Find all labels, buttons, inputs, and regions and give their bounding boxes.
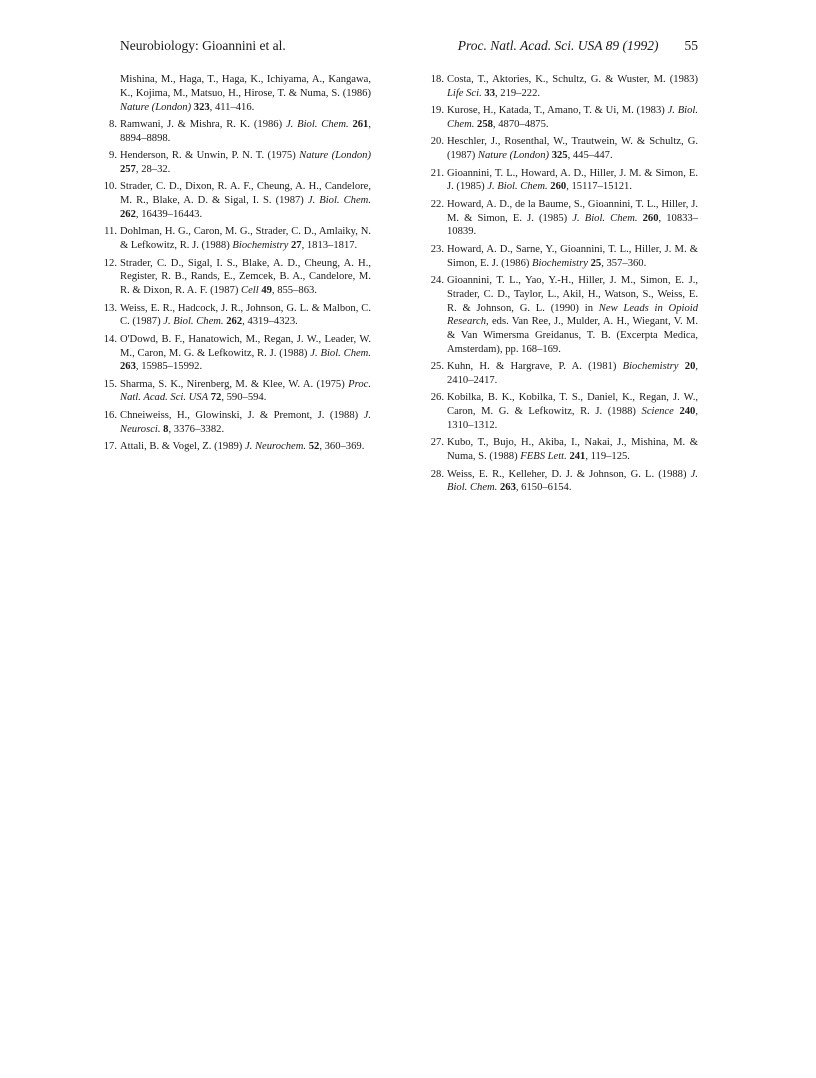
reference-number: 9. (109, 150, 117, 162)
reference-pages: , 15117–15121. (566, 181, 633, 193)
reference-number: 25. (430, 361, 444, 373)
reference-authors: Dohlman, H. G., Caron, M. G., Strader, C. D., Amlaiky, N. & Lefkowitz, R. J. (1988) (120, 226, 371, 252)
reference-entry (430, 73, 698, 101)
reference-authors: Howard, A. D., de la Baume, S., Gioannini, T. L., Hiller, J. M. & Simon, E. J. (1985) (447, 198, 698, 224)
reference-volume: 262 (120, 208, 136, 220)
reference-volume: 257 (120, 163, 136, 175)
reference-entry (103, 378, 371, 406)
reference-number: 27. (430, 437, 444, 449)
reference-authors: Costa, T., Aktories, K., Schultz, G. & Wuster, M. (1983) (447, 74, 698, 85)
reference-authors: Attali, B. & Vogel, Z. (1989) (120, 441, 245, 453)
reference-pages: , 445–447. (567, 150, 613, 162)
reference-entry (430, 135, 698, 163)
reference-authors: Kurose, H., Katada, T., Amano, T. & Ui, M. (1983) (447, 105, 668, 117)
reference-number: 28. (430, 468, 444, 480)
reference-authors: Weiss, E. R., Hadcock, J. R., Johnson, G. L. & Malbon, C. C. (1987) (120, 302, 371, 328)
reference-number: 14. (103, 333, 117, 345)
reference-journal: J. Biol. Chem. (447, 468, 698, 494)
reference-volume: 72 (210, 392, 222, 404)
reference-entry (103, 225, 371, 253)
reference-journal: Science (641, 406, 674, 418)
reference-entry (430, 167, 698, 195)
reference-volume: 260 (642, 212, 659, 224)
reference-number: 10. (103, 181, 117, 193)
reference-authors: Ramwani, J. & Mishra, R. K. (1986) (120, 118, 286, 130)
reference-authors: Howard, A. D., Sarne, Y., Gioannini, T. L., Hiller, J. M. & Simon, E. J. (1986) (447, 243, 698, 269)
reference-pages: , 16439–16443. (135, 208, 203, 220)
header-journal-citation (458, 38, 698, 54)
reference-entry (430, 436, 698, 464)
reference-journal: Biochemistry (532, 257, 588, 269)
reference-pages: , eds. Van Ree, J., Mulder, A. H., Wiegant, V. M. & Van Wimersma Greidanus, T. B. (Excerpta Medica, Amsterdam), pp. 168–169. (447, 316, 698, 355)
reference-pages: , 3376–3382. (168, 423, 225, 435)
reference-authors: Kubo, T., Bujo, H., Akiba, I., Nakai, J., Mishina, M. & Numa, S. (1988) (447, 437, 698, 463)
reference-entry (430, 391, 698, 432)
reference-volume: 262 (226, 316, 243, 328)
reference-volume: 263 (120, 361, 136, 373)
reference-entry (103, 180, 371, 221)
reference-volume: 261 (352, 118, 369, 130)
reference-number: 23. (430, 243, 444, 255)
reference-authors: Kobilka, B. K., Kobilka, T. S., Daniel, K., Regan, J. W., Caron, M. G. & Lefkowitz, R. J. (1988) (447, 392, 698, 418)
reference-entry (103, 73, 371, 114)
reference-volume: 260 (550, 181, 567, 193)
reference-volume: 263 (499, 482, 516, 494)
reference-number: 19. (430, 105, 444, 117)
reference-number: 12. (103, 257, 117, 269)
reference-entry (103, 149, 371, 177)
reference-entry (103, 409, 371, 437)
reference-pages: , 360–369. (319, 441, 365, 453)
reference-authors: Strader, C. D., Sigal, I. S., Blake, A. D., Cheung, A. H., Register, R. B., Rands, E., Zemcek, B. A., Candelore, M. R. & Dixon, R. A. F. (1987) (120, 257, 371, 297)
page-number: 55 (684, 38, 698, 53)
reference-journal: Biochemistry (622, 361, 679, 373)
reference-pages: , 4870–4875. (492, 118, 549, 130)
reference-pages: , 6150–6154. (515, 482, 572, 494)
reference-volume: 325 (551, 150, 568, 162)
reference-pages: , 2410–2417. (447, 361, 699, 387)
reference-journal: New Leads in Opioid Research (447, 302, 698, 328)
reference-number: 11. (104, 226, 117, 238)
reference-number: 22. (430, 198, 444, 210)
reference-pages: , 28–32. (135, 163, 171, 175)
reference-journal: FEBS Lett. (520, 451, 567, 463)
reference-authors: Henderson, R. & Unwin, P. N. T. (1975) (120, 150, 300, 162)
reference-authors: Heschler, J., Rosenthal, W., Trautwein, W. & Schultz, G. (1987) (447, 136, 698, 162)
references-right-column (430, 73, 698, 499)
reference-volume: 240 (679, 406, 696, 418)
reference-entry (430, 243, 698, 271)
reference-pages: , 4319–4323. (242, 316, 298, 328)
reference-pages: , 10833–10839. (447, 212, 699, 238)
reference-entry (430, 360, 698, 388)
reference-volume: 33 (484, 87, 495, 99)
reference-authors: Kuhn, H. & Hargrave, P. A. (1981) (447, 361, 623, 373)
reference-journal: Nature (London) (299, 150, 371, 162)
reference-authors: Gioannini, T. L., Yao, Y.-H., Hiller, J. M., Simon, E. J., Strader, C. D., Taylor, L., Akil, H., Watson, S., Weiss, E. R. & Johnson, G. L. (1990) in (447, 274, 698, 314)
reference-authors: Mishina, M., Haga, T., Haga, K., Ichiyama, A., Kangawa, K., Kojima, M., Matsuo, H., Hirose, T. & Numa, S. (1986) (120, 74, 371, 99)
reference-authors: Sharma, S. K., Nirenberg, M. & Klee, W. A. (1975) (120, 378, 349, 390)
reference-volume: 258 (477, 118, 493, 130)
reference-authors: Weiss, E. R., Kelleher, D. J. & Johnson, G. L. (1988) (447, 468, 691, 480)
reference-journal: J. Biol. Chem. (447, 105, 698, 130)
reference-entry (103, 333, 371, 374)
reference-journal: Cell (241, 285, 259, 297)
reference-journal: J. Biol. Chem. (487, 181, 548, 193)
reference-number: 24. (430, 274, 444, 286)
reference-pages: , 411–416. (209, 101, 255, 113)
reference-journal: J. Biol. Chem. (307, 195, 371, 207)
reference-entry (103, 118, 371, 146)
reference-journal: J. Biol. Chem. (572, 212, 638, 224)
reference-number: 8. (109, 118, 117, 130)
reference-volume: 49 (261, 285, 272, 297)
reference-entry (430, 468, 698, 496)
reference-journal: J. Biol. Chem. (310, 347, 371, 359)
reference-pages: , 357–360. (601, 257, 647, 269)
reference-number: 20. (430, 136, 444, 148)
header-section-title: Neurobiology: Gioannini et al. (120, 38, 286, 53)
reference-number: 15. (103, 378, 117, 390)
reference-entry (430, 198, 698, 239)
reference-journal: Life Sci. (447, 87, 482, 99)
reference-volume: 323 (193, 101, 210, 113)
running-header (120, 38, 698, 58)
reference-volume: 241 (569, 451, 586, 463)
reference-volume: 25 (590, 257, 602, 269)
reference-number: 26. (430, 392, 444, 404)
reference-authors: Strader, C. D., Dixon, R. A. F., Cheung, A. H., Candelore, M. R., Blake, A. D. & Sigal, I. S. (1987) (120, 181, 371, 207)
reference-entry (103, 302, 371, 330)
reference-entry (103, 257, 371, 298)
reference-entry (430, 104, 698, 132)
reference-authors: Gioannini, T. L., Howard, A. D., Hiller, J. M. & Simon, E. J. (1985) (447, 167, 698, 193)
reference-pages: , 855–863. (271, 285, 317, 297)
header-journal: Proc. Natl. Acad. Sci. USA 89 (1992) (457, 38, 659, 53)
reference-volume: 20 (684, 361, 696, 373)
reference-pages: , 590–594. (221, 392, 267, 404)
reference-pages: , 1813–1817. (301, 240, 358, 252)
reference-journal: J. Neurochem. (244, 441, 307, 453)
reference-journal: Biochemistry (232, 240, 289, 252)
reference-entry (103, 440, 371, 454)
reference-journal: J. Biol. Chem. (163, 316, 224, 328)
reference-pages: , 1310–1312. (447, 406, 698, 432)
reference-number: 13. (103, 302, 117, 314)
reference-authors: O'Dowd, B. F., Hanatowich, M., Regan, J. W., Leader, W. M., Caron, M. G. & Lefkowitz, R. J. (1988) (120, 333, 371, 359)
reference-journal: Nature (London) (477, 150, 550, 162)
references-left-column (103, 73, 371, 457)
reference-volume: 52 (308, 441, 320, 453)
reference-volume: 8 (163, 423, 169, 435)
reference-journal: J. Neurosci. (120, 409, 371, 435)
reference-number: 16. (103, 409, 117, 421)
reference-journal: J. Biol. Chem. (285, 118, 349, 130)
reference-pages: , 8894–8898. (120, 118, 371, 144)
reference-journal: Nature (London) (120, 101, 192, 113)
reference-authors: Chneiweiss, H., Glowinski, J. & Premont, J. (1988) (120, 409, 364, 421)
reference-pages: , 219–222. (494, 87, 541, 99)
reference-number: 18. (430, 74, 444, 85)
reference-number: 21. (430, 167, 444, 179)
reference-entry (430, 274, 698, 357)
reference-volume: 27 (290, 240, 302, 252)
reference-pages: , 15985–15992. (135, 361, 203, 373)
reference-journal: Proc. Natl. Acad. Sci. USA (120, 378, 371, 404)
reference-pages: , 119–125. (585, 451, 630, 463)
reference-number: 17. (103, 441, 117, 453)
